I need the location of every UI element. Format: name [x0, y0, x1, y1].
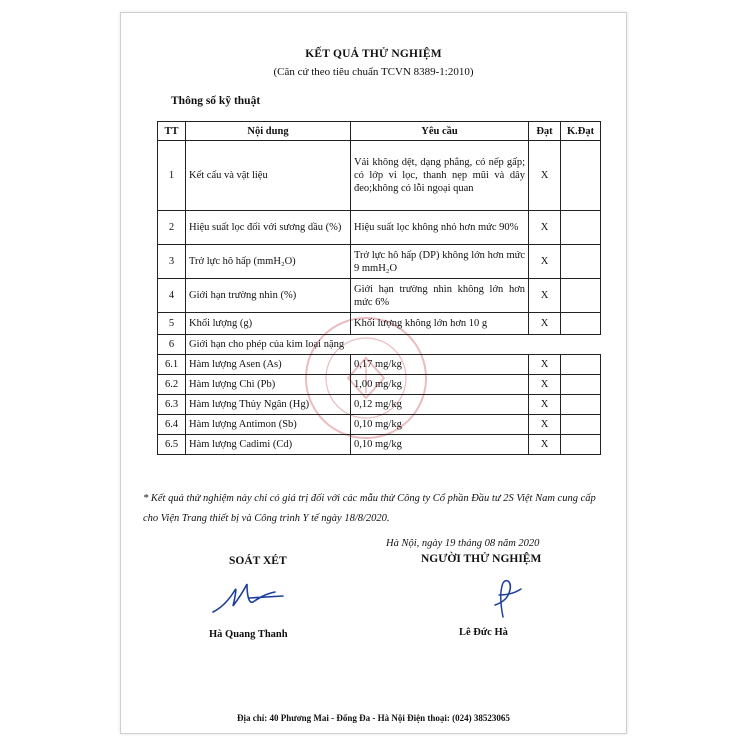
cell-fail: [561, 415, 601, 435]
cell-fail: [561, 211, 601, 245]
cell-fail: [561, 245, 601, 279]
cell-fail: [561, 279, 601, 313]
cell-tt: 6.2: [158, 375, 186, 395]
cell-requirement: 0,10 mg/kg: [351, 435, 529, 455]
cell-pass: X: [529, 279, 561, 313]
table-row: [158, 395, 601, 415]
cell-content: Trở lực hô hấp (mmH₂O): [186, 245, 351, 279]
cell-tt: 6.3: [158, 395, 186, 415]
table-row: [158, 245, 601, 279]
document-title: KẾT QUẢ THỬ NGHIỆM: [305, 48, 442, 60]
right-signer-name: Lê Đức Hà: [459, 627, 508, 638]
document-subtitle: (Căn cứ theo tiêu chuẩn TCVN 8389-1:2010): [273, 66, 474, 78]
cell-content: Hàm lượng Cadimi (Cd): [186, 435, 351, 455]
right-signature-icon: [481, 573, 531, 623]
cell-tt: 2: [158, 211, 186, 245]
cell-pass: X: [529, 211, 561, 245]
cell-requirement: Khối lượng không lớn hơn 10 g: [351, 313, 529, 335]
left-signer-name: Hà Quang Thanh: [209, 629, 288, 640]
cell-tt: 6.5: [158, 435, 186, 455]
cell-pass: X: [529, 355, 561, 375]
cell-tt: 3: [158, 245, 186, 279]
right-signer-title: NGƯỜI THỬ NGHIỆM: [421, 553, 542, 565]
cell-requirement: 0,17 mg/kg: [351, 355, 529, 375]
cell-content: Hiệu suất lọc đối với sương dầu (%): [186, 211, 351, 245]
cell-tt: 1: [158, 141, 186, 211]
cell-requirement: Giới hạn trường nhìn không lớn hơn mức 6%: [351, 279, 529, 313]
cell-pass: X: [529, 141, 561, 211]
cell-fail: [561, 375, 601, 395]
cell-requirement: 1,00 mg/kg: [351, 375, 529, 395]
cell-fail: [561, 141, 601, 211]
table-row: [158, 415, 601, 435]
document-page: [120, 12, 627, 734]
cell-tt: 6: [158, 335, 186, 355]
table-row: [158, 355, 601, 375]
cell-tt: 6.1: [158, 355, 186, 375]
cell-requirement: 0,12 mg/kg: [351, 395, 529, 415]
left-signature-icon: [209, 578, 289, 618]
table-row: [158, 435, 601, 455]
cell-requirement: Vải không dệt, dạng phẳng, có nếp gấp; có lớp vi lọc, thanh nẹp mũi và dây đeo;không có lỗi ngoại quan: [351, 141, 529, 211]
table-header-row: [158, 122, 601, 141]
cell-content: Giới hạn cho phép của kim loại nặng: [186, 335, 601, 355]
table-row: [158, 141, 601, 211]
cell-tt: 5: [158, 313, 186, 335]
cell-content: Hàm lượng Asen (As): [186, 355, 351, 375]
header-tt: TT: [158, 122, 186, 141]
table-row: [158, 279, 601, 313]
cell-content: Hàm lượng Chì (Pb): [186, 375, 351, 395]
cell-requirement: Trở lực hô hấp (DP) không lớn hơn mức 9 mmH₂O: [351, 245, 529, 279]
header-fail: K.Đạt: [561, 122, 601, 141]
table-row: [158, 335, 601, 355]
cell-pass: X: [529, 375, 561, 395]
cell-pass: X: [529, 435, 561, 455]
cell-fail: [561, 395, 601, 415]
cell-content: Kết cấu và vật liệu: [186, 141, 351, 211]
section-title: Thông số kỹ thuật: [171, 95, 261, 107]
left-signer-title: SOÁT XÉT: [229, 555, 287, 567]
table-row: [158, 211, 601, 245]
header-pass: Đạt: [529, 122, 561, 141]
place-date: Hà Nội, ngày 19 tháng 08 năm 2020: [386, 538, 540, 549]
footer-address: Địa chỉ: 40 Phương Mai - Đống Đa - Hà Nội Điện thoại: (024) 38523065: [237, 713, 510, 723]
cell-content: Hàm lượng Antimon (Sb): [186, 415, 351, 435]
cell-fail: [561, 313, 601, 335]
cell-pass: X: [529, 415, 561, 435]
table-row: [158, 313, 601, 335]
cell-content: Khối lượng (g): [186, 313, 351, 335]
cell-pass: X: [529, 245, 561, 279]
cell-fail: [561, 435, 601, 455]
table-row: [158, 375, 601, 395]
note-text: * Kết quả thử nghiệm này chỉ có giá trị đối với các mẫu thử Công ty Cổ phần Đầu tư 2S Việt Nam cung cấp cho Viện Trang thiết bị và Công trình Y tế ngày 18/8/2020.: [143, 493, 596, 524]
cell-content: Hàm lượng Thủy Ngân (Hg): [186, 395, 351, 415]
spec-table: [157, 121, 601, 455]
cell-requirement: 0,10 mg/kg: [351, 415, 529, 435]
cell-requirement: Hiệu suất lọc không nhỏ hơn mức 90%: [351, 211, 529, 245]
cell-tt: 4: [158, 279, 186, 313]
header-requirement: Yêu cầu: [351, 122, 529, 141]
cell-content: Giới hạn trường nhìn (%): [186, 279, 351, 313]
cell-tt: 6.4: [158, 415, 186, 435]
header-content: Nội dung: [186, 122, 351, 141]
cell-pass: X: [529, 395, 561, 415]
cell-fail: [561, 355, 601, 375]
cell-pass: X: [529, 313, 561, 335]
